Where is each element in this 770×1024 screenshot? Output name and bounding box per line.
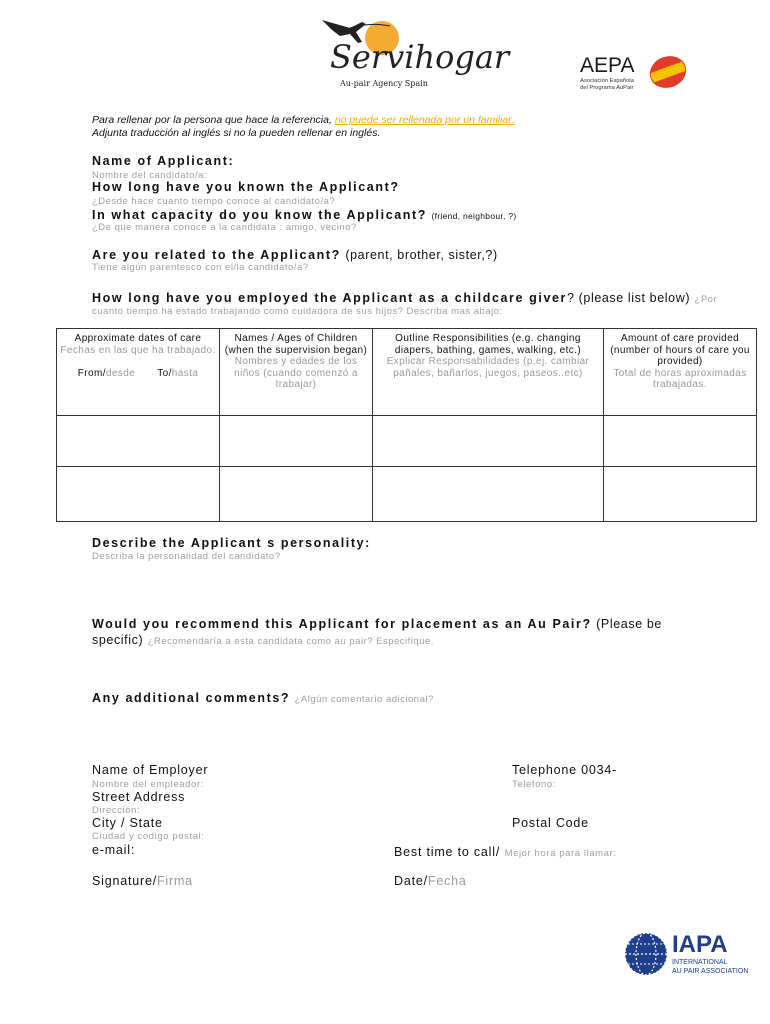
iapa-line1: INTERNATIONAL [672,959,728,966]
globe-icon [625,933,667,975]
responsibilities-cell[interactable] [373,416,604,467]
name-applicant-label: Name of Applicant: [92,154,235,168]
intro-line2: Adjunta traducción al inglés si no la pueden rellenar en inglés. [92,127,381,139]
comments-es: ¿Algún comentario adicional? [294,694,434,705]
col-children-header [220,329,373,416]
servihogar-logo [310,8,510,98]
aepa-line2: del Programa AuPair [580,85,634,91]
email-label: e-mail: [92,843,136,857]
date-es: Fecha [427,874,467,888]
intro-text [92,114,514,140]
recommend-es: ¿Recomendaría a esta candidata como au pair? Especifique. [147,636,434,647]
best-time-es: Mejor hora para llamar: [504,848,617,859]
personality-es: Describa la personalidad del candidato? [92,551,281,562]
capacity-label: In what capacity do you know the Applicant? [92,208,428,222]
servihogar-tagline: Au-pair Agency Spain [340,79,428,88]
related-label: Are you related to the Applicant? [92,248,341,262]
recommend-label: Would you recommend this Applicant for placement as an Au Pair? [92,617,592,631]
from-label-es: desde [105,368,136,379]
table-row [57,416,757,467]
recommend-hint: (Please be [596,617,662,631]
col-children-en: Names / Ages of Children (when the supervision began) [224,333,368,356]
iapa-line2: AU PAIR ASSOCIATION [672,968,749,975]
to-label: To/ [157,368,172,379]
aepa-logo [578,50,698,96]
employed-es: cuanto tiempo ha estado trabajando como cuidadora de sus hijos? Describa mas abajo: [92,306,503,317]
table-row [57,467,757,522]
comments-label: Any additional comments? [92,691,291,705]
comments-row [92,689,434,707]
col-children-es: Nombres y edades de los niños (cuando comenzó a trabajar) [234,356,358,390]
city-es: Ciudad y codigo postal: [92,831,205,842]
col-dates-range [60,368,216,380]
date-row [394,872,467,890]
amount-cell[interactable] [604,416,757,467]
col-responsibilities-es: Explicar Responsabilidades (p.ej. cambiar pañales, bañarlos, juegos, paseos..etc) [386,356,590,379]
col-amount-header [604,329,757,416]
employer-name-es: Nombre del empleador: [92,779,204,790]
intro-line1: Para rellenar por la persona que hace la referencia, [92,114,335,126]
childcare-experience-table [56,328,757,522]
signature-row [92,872,193,890]
servihogar-name: Servihogar [330,38,510,76]
aepa-name: AEPA [580,54,635,77]
dates-cell[interactable] [57,416,220,467]
telephone-es: Telefono: [512,779,556,790]
postal-code-label: Postal Code [512,816,589,830]
aepa-line1: Asociación Española [580,78,634,84]
iapa-name: IAPA [672,931,728,958]
col-responsibilities-header [373,329,604,416]
col-amount-en: Amount of care provided (number of hours of care you provided) [610,333,750,367]
capacity-es: ¿De que manera conoce a la candidata : amigo, vecino? [92,222,357,233]
personality-label: Describe the Applicant s personality: [92,536,371,550]
capacity-hint: (friend, neighbour, ?) [431,211,517,221]
known-label: How long have you known the Applicant? [92,180,400,194]
best-time-label: Best time to call/ [394,845,501,859]
dates-cell[interactable] [57,467,220,522]
col-dates-header [57,329,220,416]
name-applicant-es: Nombre del candidato/a: [92,170,208,181]
employed-hint: ? (please list below) [567,291,691,305]
related-es: Tiene algún parentesco con el/la candidato/a? [92,262,309,273]
signature-es: Firma [156,874,193,888]
known-es: ¿Desde hace cuanto tiempo conoce al candidato/a? [92,196,336,207]
employed-row [92,289,717,307]
related-hint: (parent, brother, sister,?) [345,248,498,262]
signature-label: Signature/ [92,874,157,888]
date-label: Date/ [394,874,428,888]
from-label: From/ [77,368,106,379]
iapa-logo [624,928,754,980]
amount-cell[interactable] [604,467,757,522]
col-responsibilities-en: Outline Responsibilities (e.g. changing diapers, bathing, games, walking, etc.) [394,333,582,356]
recommend-row2 [92,631,434,649]
street-es: Dirección: [92,805,141,816]
street-label: Street Address [92,790,186,804]
table-header-row [57,329,757,416]
city-label: City / State [92,816,163,830]
responsibilities-cell[interactable] [373,467,604,522]
employer-name-label: Name of Employer [92,763,209,777]
col-dates-es: Fechas en las que ha trabajado: [60,344,216,356]
children-cell[interactable] [220,467,373,522]
recommend-hint2: specific) [92,633,144,647]
children-cell[interactable] [220,416,373,467]
telephone-label: Telephone 0034- [512,763,618,777]
col-dates-en: Approximate dates of care [74,333,202,344]
to-label-es: hasta [171,368,199,379]
employed-label: How long have you employed the Applicant as a childcare giver [92,291,568,305]
best-time-row [394,843,617,861]
employed-es-start: ¿Por [694,294,718,305]
col-amount-es: Total de horas aproximadas trabajadas. [613,367,747,390]
intro-warning: no puede ser rellenada por un familiar. [334,114,515,126]
